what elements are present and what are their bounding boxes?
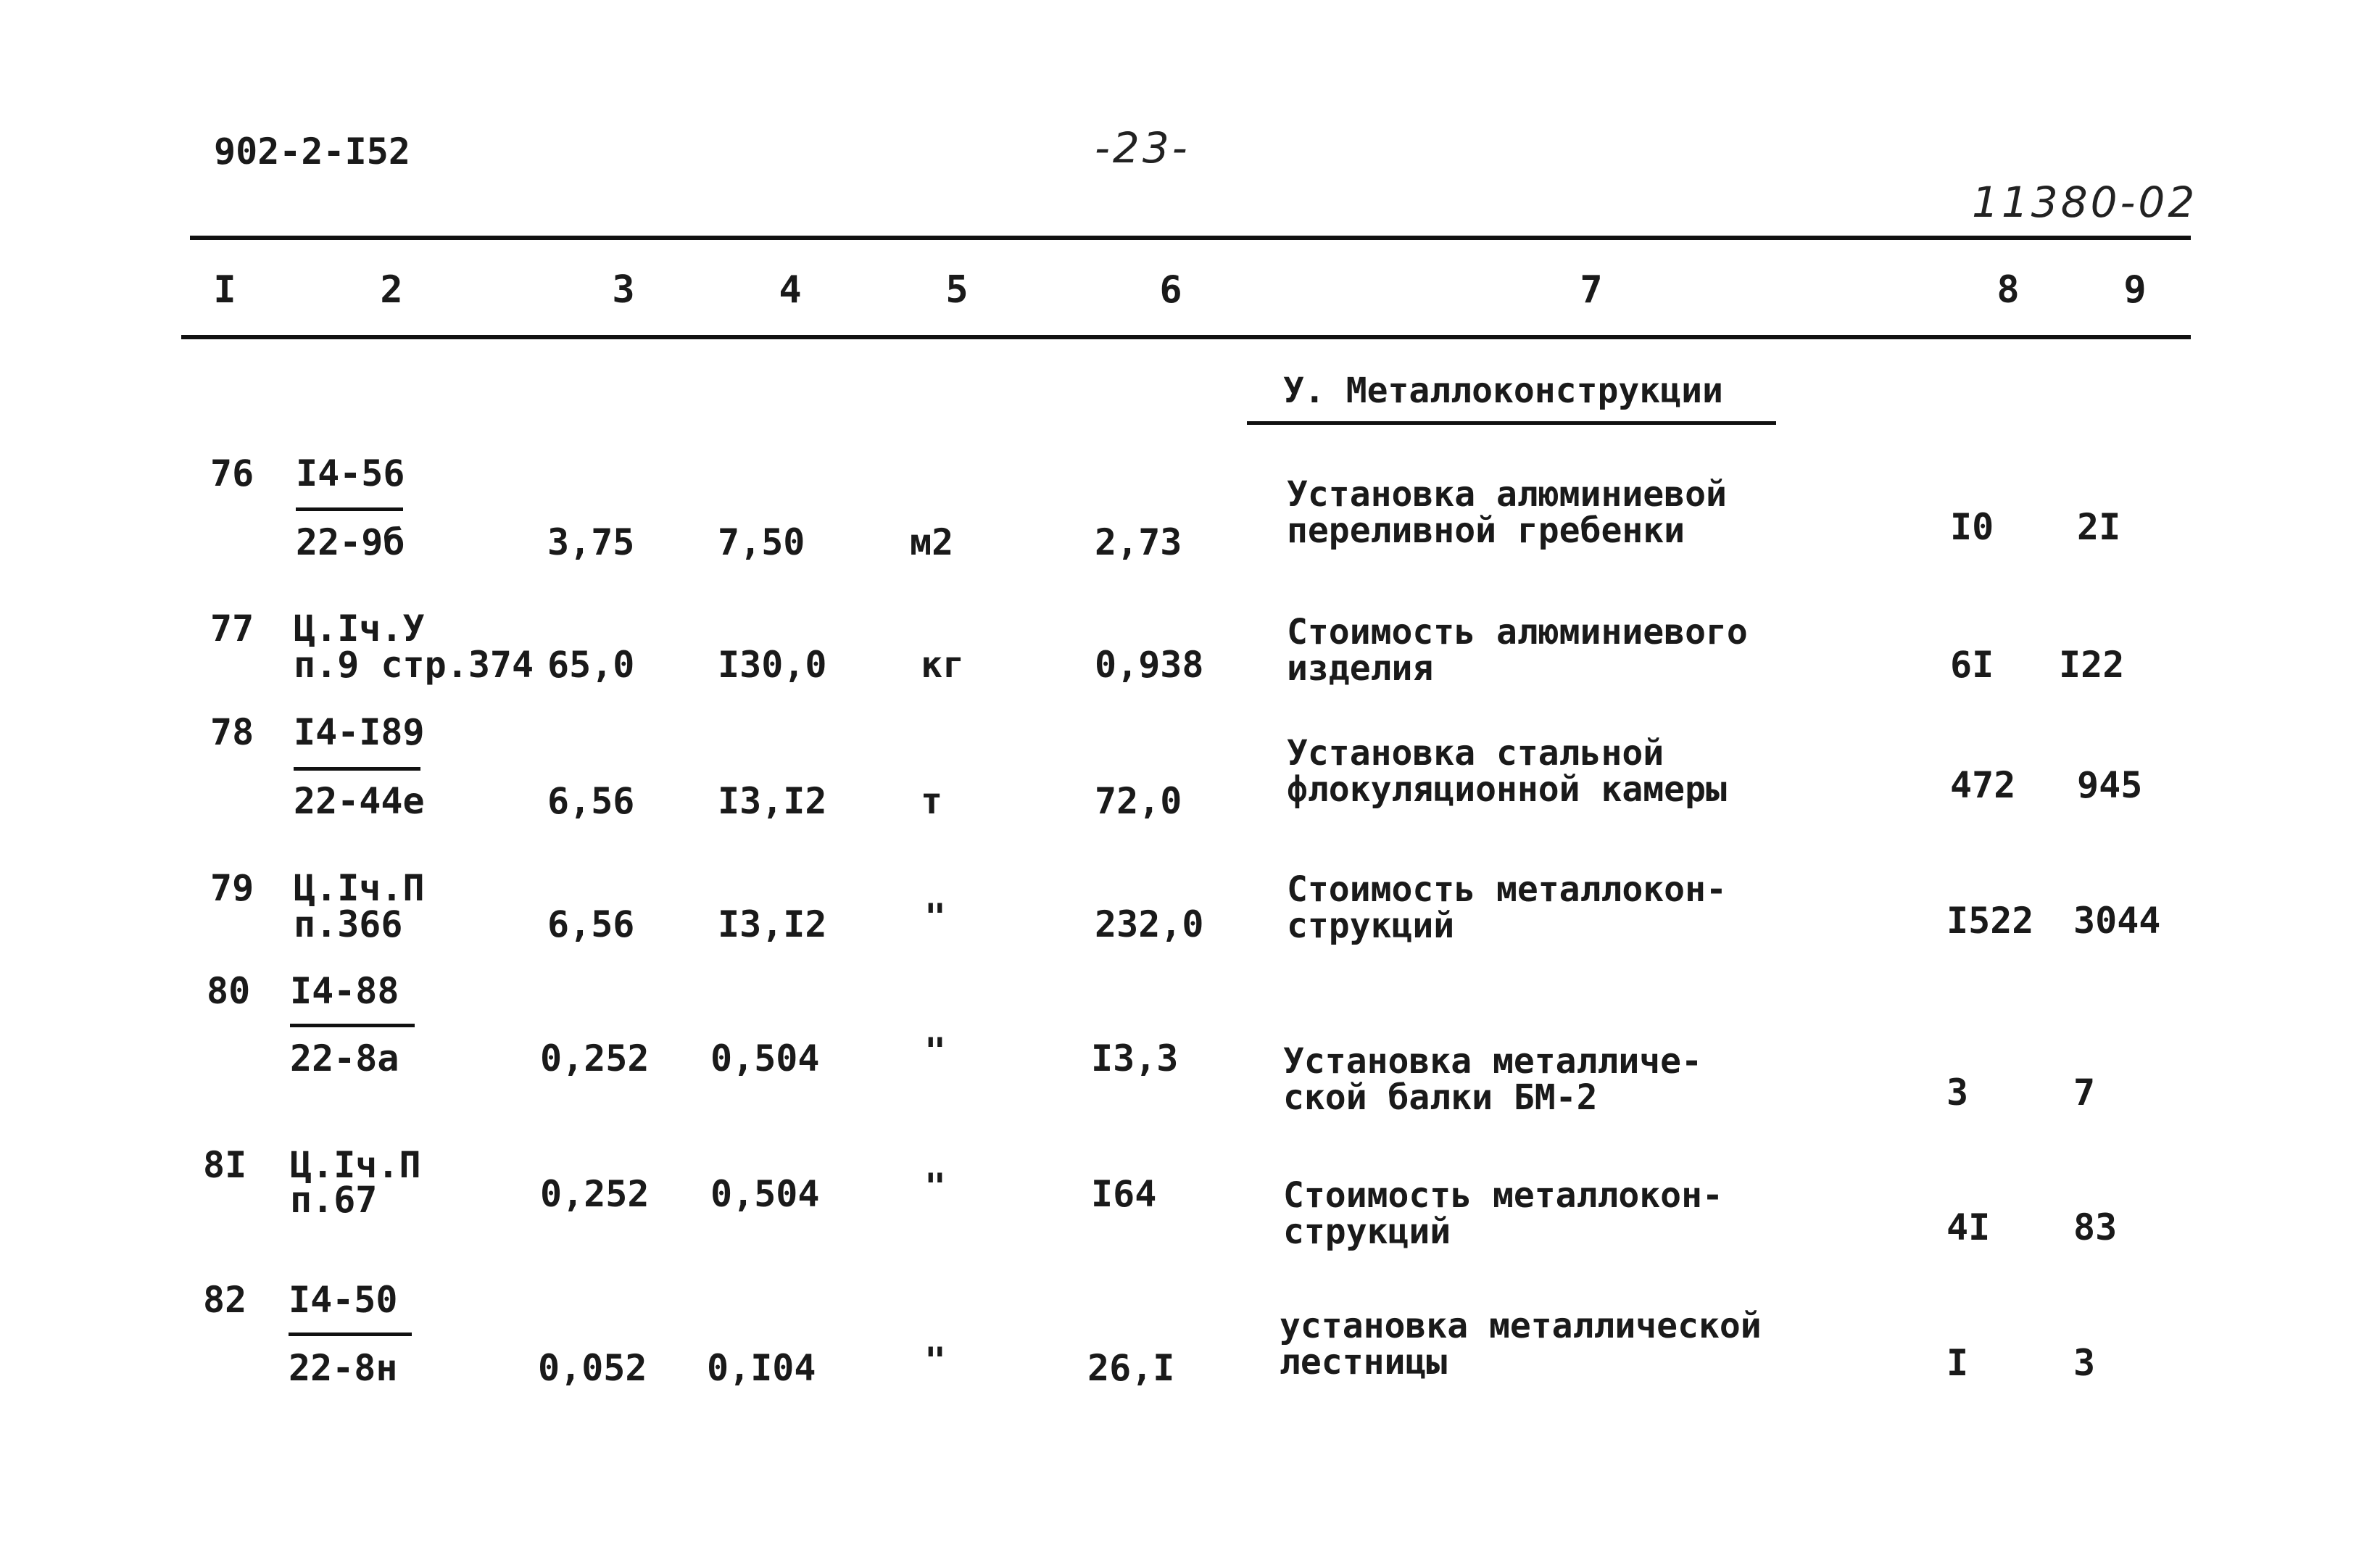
fraction-line [290,1024,415,1027]
cost-col9: 7 [2073,1072,2096,1114]
column-header-8: 8 [1997,268,2020,312]
cost-col8: 3 [1946,1072,1969,1114]
fraction-line [289,1333,412,1336]
work-description-line1: Стоимость металлокон- [1283,1175,1723,1216]
total-quantity: 0,504 [710,1037,820,1079]
work-description-line1: установка металлической [1280,1306,1762,1346]
work-description-line2: флокуляционной камеры [1287,769,1727,810]
rate-code-denominator: 22-8а [290,1037,399,1079]
work-description-line1: Стоимость алюминиевого [1287,612,1748,652]
unit-cost: 232,0 [1095,903,1204,945]
unit-cost: 2,73 [1095,521,1182,563]
unit-cost: I64 [1091,1173,1157,1215]
cost-col9: 2I [2077,506,2121,548]
unit-quantity: 6,56 [547,903,635,945]
column-header-5: 5 [945,268,969,312]
unit-quantity: 65,0 [547,644,635,686]
table-top-rule [190,236,2191,240]
total-quantity: 0,504 [710,1173,820,1215]
column-header-7: 7 [1580,268,1603,312]
total-quantity: 0,I04 [707,1347,816,1389]
cost-col9: 3044 [2073,900,2161,942]
row-number: 80 [207,970,251,1012]
unit-quantity: 0,252 [540,1173,650,1215]
unit-of-measure: " [924,1340,947,1382]
archive-number: 11380-02 [1972,178,2198,227]
work-description-line2: изделия [1287,648,1434,689]
unit-cost: I3,3 [1091,1037,1179,1079]
work-description-line2: лестницы [1280,1342,1448,1383]
unit-quantity: 3,75 [547,521,635,563]
rate-code-top: Ц.Iч.П [294,867,425,909]
cost-col9: 83 [2073,1206,2118,1248]
cost-col8: I522 [1946,900,2034,942]
column-header-6: 6 [1159,268,1182,312]
unit-quantity: 6,56 [547,780,635,822]
work-description-line2: струкций [1283,1211,1451,1252]
rate-code-numerator: I4-88 [290,970,399,1012]
unit-quantity: 0,052 [538,1347,647,1389]
work-description-line1: Установка алюминиевой [1287,474,1727,515]
cost-col8: 6I [1950,644,1994,686]
work-description-line2: струкций [1287,905,1455,946]
table-header-rule [181,335,2191,339]
unit-cost: 72,0 [1095,780,1182,822]
rate-code-bottom: п.67 [290,1179,378,1221]
row-number: 78 [210,711,254,753]
rate-code-top: Ц.Iч.У [294,608,425,650]
rate-code-denominator: 22-8н [289,1347,398,1389]
cost-col9: I22 [2059,644,2125,686]
unit-of-measure: " [924,1166,947,1208]
cost-col9: 3 [2073,1342,2096,1384]
page-number: -23- [1095,123,1190,173]
row-number: 76 [210,452,254,494]
rate-code-bottom: п.366 [294,903,403,945]
rate-code-numerator: I4-56 [296,452,405,494]
column-header-1: I [213,268,236,312]
row-number: 82 [203,1279,247,1321]
total-quantity: I3,I2 [718,903,827,945]
unit-of-measure: м2 [910,521,954,563]
row-number: 8I [203,1144,247,1186]
work-description-line2: переливной гребенки [1287,510,1686,551]
rate-code-denominator: 22-9б [296,521,405,563]
work-description-line1: Стоимость металлокон- [1287,869,1727,910]
work-description-line1: Установка стальной [1287,733,1664,774]
unit-cost: 0,938 [1095,644,1204,686]
row-number: 79 [210,867,254,909]
document-code: 902-2-I52 [214,130,410,173]
unit-cost: 26,I [1087,1347,1175,1389]
column-header-2: 2 [380,268,403,312]
cost-col9: 945 [2077,764,2143,806]
column-header-3: 3 [612,268,635,312]
rate-code-bottom: п.9 стр.374 [294,644,534,686]
column-header-4: 4 [779,268,802,312]
rate-code-top: Ц.Iч.П [290,1144,421,1186]
cost-col8: 4I [1946,1206,1991,1248]
rate-code-denominator: 22-44е [294,780,425,822]
unit-quantity: 0,252 [540,1037,650,1079]
unit-of-measure: " [924,896,947,938]
rate-code-numerator: I4-I89 [294,711,425,753]
work-description-line2: ской балки БМ-2 [1283,1077,1598,1118]
total-quantity: I30,0 [718,644,827,686]
fraction-line [296,507,403,511]
unit-of-measure: кг [921,644,965,686]
rate-code-numerator: I4-50 [289,1279,398,1321]
cost-col8: 472 [1950,764,2016,806]
section-title-underline [1247,421,1776,425]
work-description-line1: Установка металличе- [1283,1041,1702,1082]
section-title: У. Металлоконструкции [1283,370,1723,411]
cost-col8: I [1946,1342,1969,1384]
unit-of-measure: " [924,1030,947,1072]
cost-col8: I0 [1950,506,1994,548]
unit-of-measure: т [921,780,943,822]
column-header-9: 9 [2123,268,2147,312]
fraction-line [294,767,420,771]
total-quantity: 7,50 [718,521,805,563]
total-quantity: I3,I2 [718,780,827,822]
row-number: 77 [210,608,254,650]
